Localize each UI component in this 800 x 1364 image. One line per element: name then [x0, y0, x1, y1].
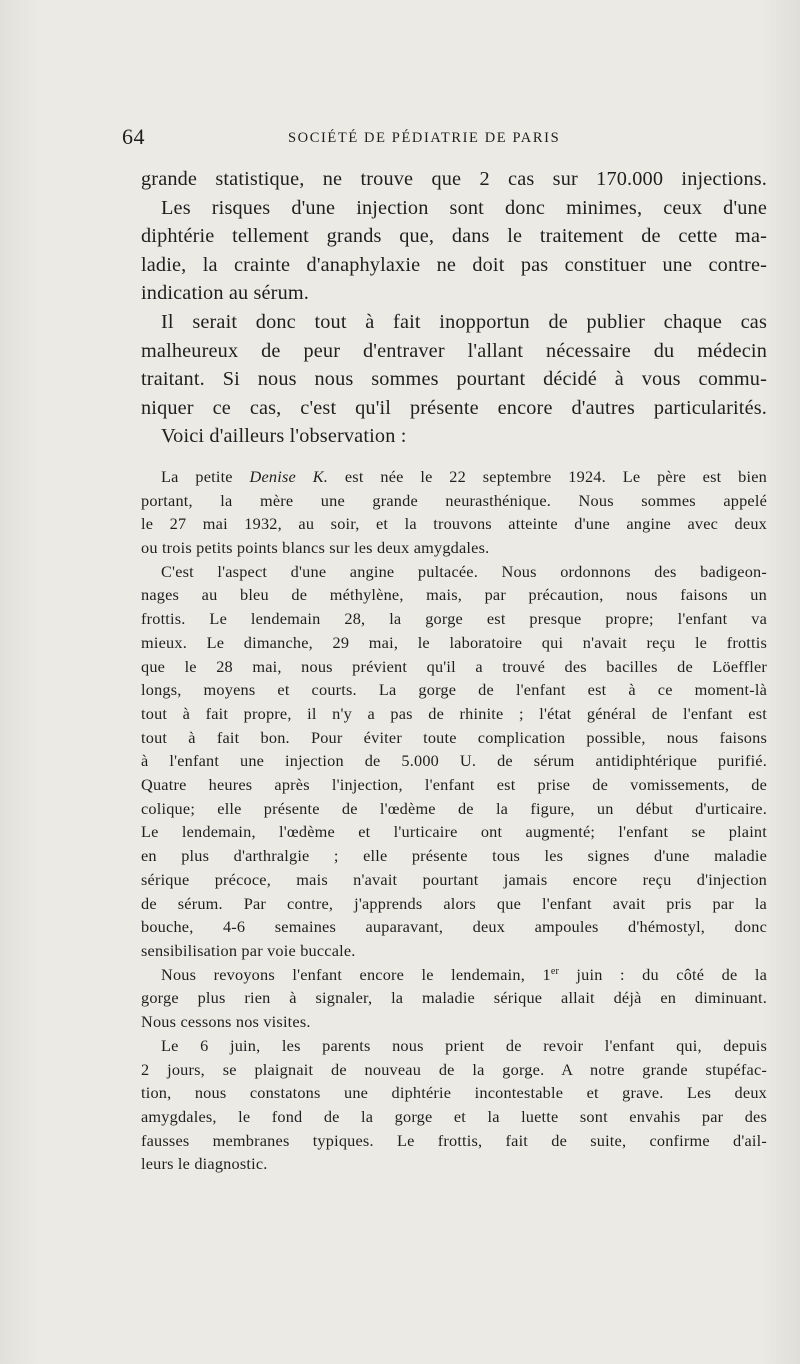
text-line: longs, moyens et courts. La gorge de l'enfant est à ce moment-là: [141, 680, 767, 700]
text-line: à l'enfant une injection de 5.000 U. de sérum antidiphtérique purifié.: [141, 751, 767, 771]
text-line: frottis. Le lendemain 28, la gorge est presque propre; l'enfant va: [141, 609, 767, 629]
text-line: C'est l'aspect d'une angine pultacée. Nous ordonnons des badigeon-: [161, 561, 767, 581]
text-line: portant, la mère une grande neurasthénique. Nous sommes appelé: [141, 490, 767, 510]
text-line: de sérum. Par contre, j'apprends alors que l'enfant avait pris par la: [141, 893, 767, 913]
text-line: Il serait donc tout à fait inopportun de publier chaque cas: [161, 310, 767, 333]
text-line: ou trois petits points blancs sur les deux amygdales.: [141, 538, 490, 558]
text-segment: juin : du côté de la: [558, 964, 767, 984]
text-line: nages au bleu de méthylène, mais, par précaution, nous faisons un: [141, 585, 767, 605]
text-line: sérique précoce, mais n'avait pourtant jamais encore reçu d'injection: [141, 869, 767, 889]
text-line: diphtérie tellement grands que, dans le traitement de cette ma-: [141, 225, 767, 248]
text-line: bouche, 4-6 semaines auparavant, deux ampoules d'hémostyl, donc: [141, 917, 767, 937]
text-line: le 27 mai 1932, au soir, et la trouvons atteinte d'une angine avec deux: [141, 514, 767, 534]
section-gap: [141, 451, 767, 465]
page-header: [122, 124, 682, 154]
text-line: malheureux de peur d'entraver l'allant nécessaire du médecin: [141, 339, 767, 362]
text-line: [141, 465, 767, 489]
text-line: en plus d'arthralgie ; elle présente tous les signes d'une maladie: [141, 846, 767, 866]
text-line: niquer ce cas, c'est qu'il présente encore d'autres particularités.: [141, 396, 767, 419]
text-line: tout à fait bon. Pour éviter toute complication possible, nous faisons: [141, 727, 767, 747]
text-line: fausses membranes typiques. Le frottis, fait de suite, confirme d'ail-: [141, 1130, 767, 1150]
running-title: SOCIÉTÉ DE PÉDIATRIE DE PARIS: [288, 130, 561, 146]
intro-text: La petite: [161, 466, 250, 486]
text-line: amygdales, le fond de la gorge et la luette sont envahis par des: [141, 1106, 767, 1126]
text-line: 2 jours, se plaignait de nouveau de la gorge. A notre grande stupéfac-: [141, 1059, 767, 1079]
patient-name: Denise K.: [249, 466, 329, 486]
text-line: gorge plus rien à signaler, la maladie sérique allait déjà en diminuant.: [141, 988, 767, 1008]
text-line: Les risques d'une injection sont donc minimes, ceux d'une: [161, 196, 767, 219]
text-line: traitant. Si nous nous sommes pourtant décidé à vous commu-: [141, 368, 767, 391]
text-line: tout à fait propre, il n'y a pas de rhinite ; l'état général de l'enfant est: [141, 703, 767, 723]
body-text: [141, 165, 767, 1176]
text-segment: Nous revoyons l'enfant encore le lendemain, 1: [161, 964, 551, 984]
text-line: mieux. Le dimanche, 29 mai, le laboratoire qui n'avait reçu le frottis: [141, 632, 767, 652]
paragraph-2: [141, 308, 767, 451]
text-line: colique; elle présente de l'œdème de la figure, un début d'urticaire.: [141, 798, 767, 818]
observation: [141, 465, 767, 1176]
text-line: que le 28 mai, nous prévient qu'il a trouvé des bacilles de Löeffler: [141, 656, 767, 676]
text-line: grande statistique, ne trouve que 2 cas sur 170.000 injections.: [141, 168, 767, 190]
text-line: ladie, la crainte d'anaphylaxie ne doit pas constituer une contre-: [141, 253, 767, 276]
text-line: Voici d'ailleurs l'observation :: [161, 425, 407, 448]
text-line: Le lendemain, l'œdème et l'urticaire ont augmenté; l'enfant se plaint: [141, 822, 767, 842]
superscript: er: [550, 965, 559, 977]
text-line: leurs le diagnostic.: [141, 1154, 268, 1174]
paragraph-1: [141, 165, 767, 308]
intro-text: est née le 22 septembre 1924. Le père est bien: [328, 466, 767, 486]
text-line: Le 6 juin, les parents nous prient de revoir l'enfant qui, depuis: [161, 1035, 767, 1055]
text-line: indication au sérum.: [141, 282, 310, 305]
text-line: sensibilisation par voie buccale.: [141, 941, 356, 960]
text-line: [141, 963, 767, 987]
text-line: tion, nous constatons une diphtérie incontestable et grave. Les deux: [141, 1083, 767, 1103]
page-number: 64: [122, 124, 145, 149]
text-line: Nous cessons nos visites.: [141, 1012, 311, 1032]
text-line: Quatre heures après l'injection, l'enfant est prise de vomissements, de: [141, 775, 767, 795]
